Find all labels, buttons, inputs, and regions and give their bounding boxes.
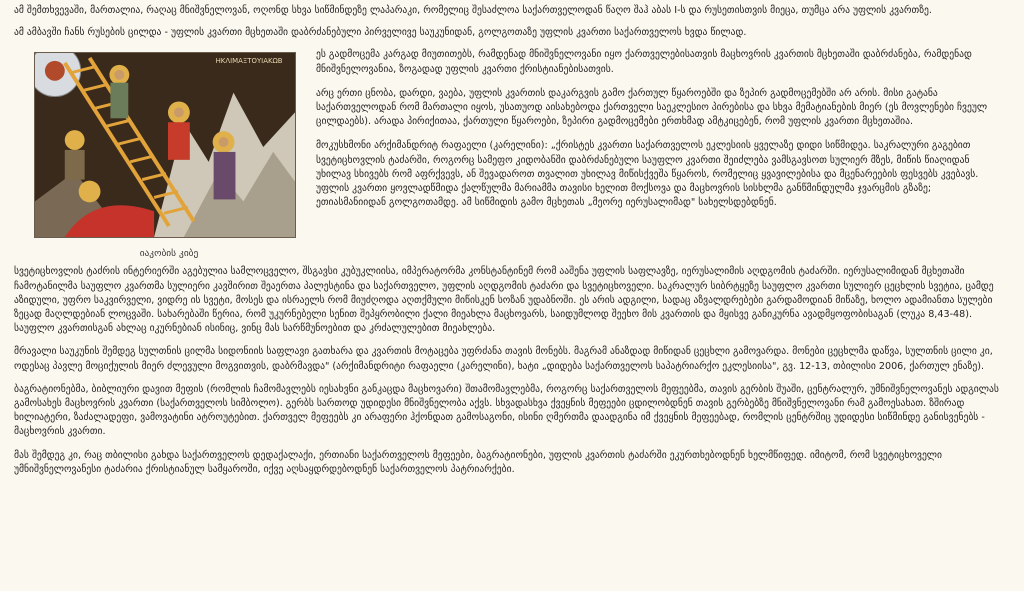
text-after-figure [14,265,1010,477]
after-paragraph-3: ბაგრატიონებმა, ბიბლიური დავით მეფის (რომლის ჩამომავლებს იესახვნი განკაცდა მაცხოვარი) შთამომავლებმა, როგორც საქართველოს მეფეებმა, თავის გერბის შუაში, ცენტრალურ, უმნიშვნელოვანეს ადგილას გამოსახეს მაცხოვრის კვართი (საქართველოს სიმბოლო). გერბს სართოდ უდიდესი მნიშვნელობა აქვს. სხვადასხვა ქვეყნის მეფეები ცდილობდნენ თავის გერბებზე მნიშვნელოვანი რამ გამოესახათ. ზშირად ხილიატერი, ზაძალადეფი, ვამოვატინი ატროუტებით. ქართველ მეფეებს კი არაფერი ჰქონდათ გამოსაგონი, ისინი ღმერთმა დაადგინა იმ ქვეყნის მეფეებად, რომლის ცენტრშიც უდიდესი სიწმინდე განისვენებს - მაცხოვრის კვართი. [14,383,999,438]
icon-painting-svg [35,53,295,237]
wrap-paragraph-3: მოკუსხმონი არქიმანდრიტ რაფაელი (კარელინი): „ქრისტეს კვართი საქართველოს ეკლესიის ყველაზე დიდი სიწმიდეა. საკრალური გაგებით სვეტიცხოვლის ტაძარში, როგორც სამეფო კიდობანში დაბრძანებული საუფლო კვართი შეიძლება ვამსგავსოთ სულიერ მზეს, მიწის წიაღიდან უხილავ სხივებს რომ აფრქვევს, ან შევადაროთ თვალით უხილავ მიწისქვეშა წყაროს, რომელიც ყვავილებისა და მცენარეების ფესვებს კვებავს. უფლის კვართი ყოვლადწმიდა ქალწულმა მარიამმა თავისი ხელით მოქსოვა და მაცხოვრის სისხლმა განწმინდულმა ჯვარცმის გზაზე; ეთიასმანიიდან გოლგოთამდე. ამ სიწმიდის გამო მცხეთას „მეორე იერუსალიმად" სახელსდებდნენ. [316,140,979,209]
wrap-paragraph-2: არც ერთი ცნობა, დარდი, ვაება, უფლის კვართის დაკარგვის გამო ქართულ წყაროებში და ზეპირ გადმოცემებში არ არის. მისი გატანა საქართველოდან რომ მართალი იყოს, უსათუოდ აისახებოდა ქართველი საეკლესიო პირებისა და სხვა მემატიანების მიერ (ეს მოვლენები ჩვეულ ცილდაებს). არადა პირიქითაა, ქართული წყაროები, ზეპირი გადმოცემები ერთხმად ამტკიცებენ, რომ უფლის კვართი მცხეთაშია. [316,87,988,128]
jacobs-ladder-figure [34,52,304,259]
after-paragraph-4: მას შემდეგ კი, რაც თბილისი გახდა საქართველოს დედაქალაქი, ერთიანი საქართველოს მეფეები, ბაგრატიონები, უფლის კვართის ტაძარში ეკურთხებოდნენ ხელმწიფედ. იმიტომ, რომ სვეტიცხოველი უმნიშვნელოვანესი ტაძარია ქრისტიანულ სამყაროში, იქვე აღსაყდრდებოდნენ საქართველოს პატრიარქები. [14,449,942,475]
text-beside-figure [316,48,1010,220]
wrap-paragraph-1: ეს გადმოცემა კარგად მიუთითებს, რამდენად მნიშვნელოვანი იყო ქართველებისათვის მაცხოვრის კვართის მცხეთაში დაბრძანება, რამდენად მნიშვნელოვანია, ზოგადად უფლის კვართი ქრისტიანებისათვის. [316,49,972,75]
jacobs-ladder-icon-image [34,52,296,238]
intro-paragraph-2: ამ ამბავში ჩანს რუსების ცილდა - უფლის კვართი მცხეთაში დაბრძანებული პირველივე საუკუნიდან, გოლგოთაზე უფლის კვართი საქართველოს ხვდა წილად. [14,27,747,39]
icon-title-text: ΗΚΛΙΜΑΞΤΟΥΙΑΚΩΒ [215,57,283,66]
figure-caption: იაკობის კიბე [139,248,199,260]
intro-paragraph-1: ამ შემთხვევაში, მართალია, რაღაც მნიშვნელოვან, ოღონდ სხვა სიწმინდეზე ლაპარაკი, რომელიც შესაძლოა საქართველოდან წაღო შაჰ აბას I-ს და რუსეთისთვის მიეცა, თუმცა არა უფლის კვართზე. [14,5,932,16]
after-paragraph-1: სვეტიცხოვლის ტაძრის ინტერიერში აგებულია სამლოცველო, შსგავსი კუბუკლიისა, იმპერატორმა კონსტანტინემ რომ ააშენა უფლის საფლავზე, იერუსალიმის აღდგომის ტაძარში. იერუსალიმიდან მცხეთაში ჩამოტანილმა საუფლო კვართმა სულიერი კავშირით შეაერთა პალესტინა და საქართველო, უფლის აღდგომის ტაძარი და სვეტიცხოველი. საკრალურ სიბრტყეზე საუფლო კვართი სულიერ ცეცხლის სვეტია, ცამდე აზიდული, უფრო საკვირველი, ვიდრე ის სვეტი, მოსეს და ისრაელს რომ მიუძღოდა აღთქმული მიწისკენ სოზან უდაბნოში. ეს არის ადგილი, სადაც აზვალდრებები გარდამოდიან მიწაზე, ხოლო ადამიანთა სულები ზეცად მაღლდებიან ლოცვაში. სახარებაში წერია, რომ უკურნებელი სენით შეპყრობილი ქალი მიეახლა მაცხოვარს, საიდუმლოდ შეეხო მის კვართის და მყისვე განიკურნა ავადმყოფობისაგან (ლუკა 8,43-48). საუფლო კვართისგან ახლაც იკურნებიან ისინიც, ვინც მას სარწმუნოებით და კრძალულებით მიეახლება. [14,266,994,335]
after-paragraph-2: მრავალი საუკუნის შემდეგ სულთნის ცილმა სიდონიის საფლავი გათხარა და კვართის მოტაცება უფრძანა თავის მონებს. მაგრამ ანაზდად მიწიდან ცეცხლი გამოვარდა. მონები ცეცხლმა დაწვა, სულთნის ცილი კი, ოდესაც პავლე მოციქულის მიერ ძლევული მოგვითვის, დაბრმავდა" (არქიმანდრიტი რაფაელი (კარელინი), ხატი „დიდება საქართველოს საპატრიარქო ეკლესიისა", გვ. 12-13, თბილისი 2006, ქართულ ენაზე). [14,346,993,372]
